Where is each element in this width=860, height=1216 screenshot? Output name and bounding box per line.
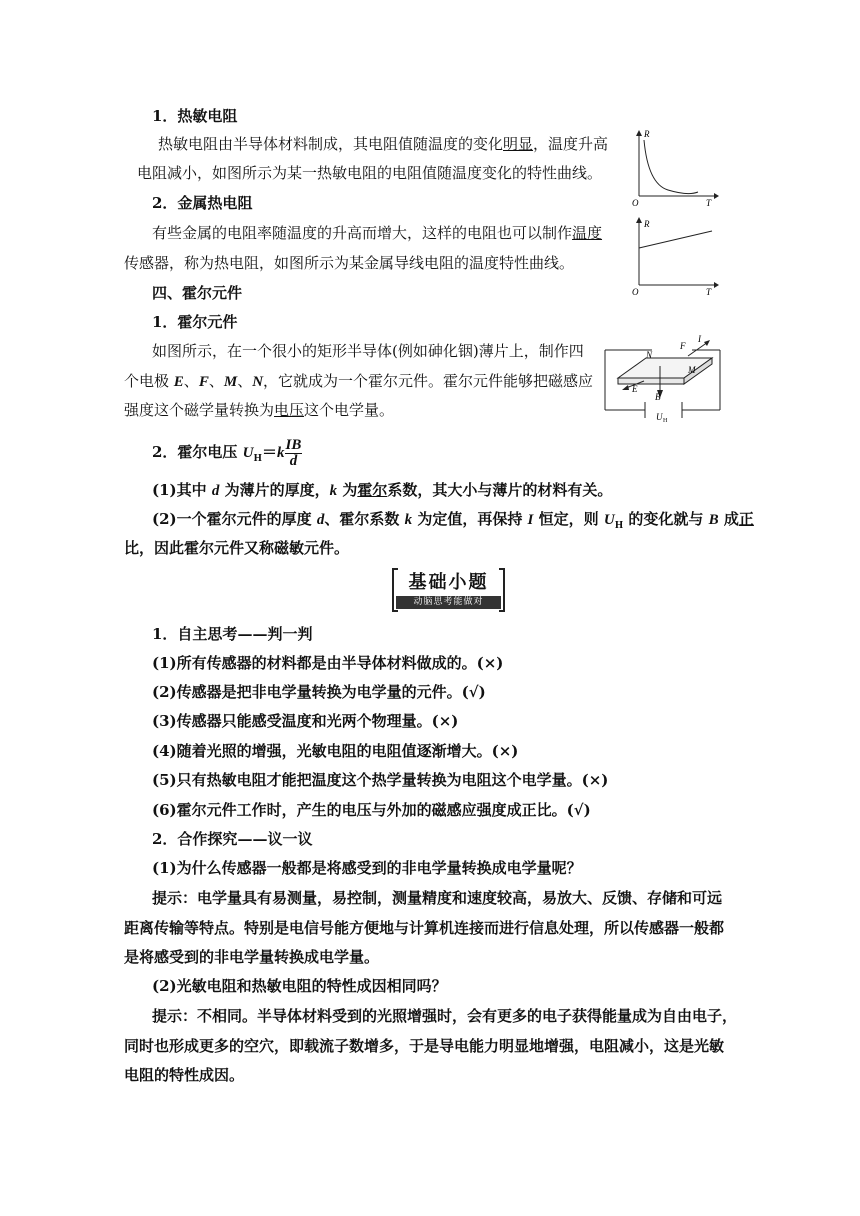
- paragraph-hall-line3: 强度这个磁学量转换为电压这个电学量。: [124, 401, 395, 419]
- hall-label-U: U: [656, 412, 663, 422]
- discussion-answer-2-line1: 提示：不相同。半导体材料受到的光照增强时，会有更多的电子获得能量成为自由电子，: [152, 1007, 738, 1025]
- paragraph-metal-line2: 传感器，称为热电阻，如图所示为某金属导线电阻的温度特性曲线。: [124, 254, 575, 272]
- section-title-hall: 四、霍尔元件: [152, 284, 243, 302]
- paragraph-hall-line2: 个电极 E、F、M、N，它就成为一个霍尔元件。霍尔元件能够把磁感应: [124, 372, 594, 390]
- hall-label-M: M: [688, 365, 696, 375]
- thermistor-y-label: R: [644, 129, 650, 139]
- thermistor-x-label: T: [706, 198, 712, 206]
- judge-item-2: (2)传感器是把非电学量转换为电学量的元件。(√): [152, 683, 486, 701]
- heading-thermistor: 1．热敏电阻: [152, 107, 238, 125]
- hall-label-B: B: [655, 392, 661, 402]
- banner-subtitle: 动脑思考能做对: [396, 596, 501, 609]
- thermistor-curve-figure: [628, 126, 720, 206]
- metal-resistance-figure: [628, 215, 720, 297]
- hall-note-2-line2: 比，因此霍尔元件又称磁敏元件。: [124, 539, 350, 557]
- banner-title: 基础小题: [396, 571, 501, 595]
- discussion-answer-2-line2: 同时也形成更多的空穴，即载流子数增多，于是导电能力明显地增强，电阻减小，这是光敏: [124, 1037, 725, 1055]
- heading-self-check: 1．自主思考——判一判: [152, 625, 313, 643]
- discussion-answer-1-line1: 提示：电学量具有易测量，易控制，测量精度和速度较高，易放大、反馈、存储和可远: [152, 889, 723, 907]
- hall-label-E: E: [632, 384, 638, 394]
- discussion-answer-2-line3: 电阻的特性成因。: [124, 1066, 245, 1084]
- hall-label-H: H: [663, 418, 668, 424]
- hall-element-figure: [600, 328, 726, 424]
- judge-item-6: (6)霍尔元件工作时，产生的电压与外加的磁感应强度成正比。(√): [152, 801, 591, 819]
- section-banner: [392, 568, 505, 612]
- heading-hall-element: 1．霍尔元件: [152, 313, 238, 331]
- hall-note-2-line1: (2)一个霍尔元件的厚度 d、霍尔系数 k 为定值，再保持 I 恒定，则 $U_H$ 的变化就与 B 成正: [152, 510, 754, 531]
- paragraph-metal-line1: 有些金属的电阻率随温度的升高而增大，这样的电阻也可以制作温度: [152, 224, 603, 242]
- judge-item-1: (1)所有传感器的材料都是由半导体材料做成的。(×): [152, 654, 504, 672]
- paragraph-thermistor-line1: 热敏电阻由半导体材料制成，其电阻值随温度的变化明显，温度升高: [158, 135, 609, 153]
- heading-discussion: 2．合作探究——议一议: [152, 830, 313, 848]
- heading-hall-voltage: 2．霍尔电压 $U_H=k$ $\frac{IB}{d}$: [152, 436, 302, 469]
- hall-label-I: I: [698, 334, 701, 344]
- judge-item-5: (5)只有热敏电阻才能把温度这个热学量转换为电阻这个电学量。(×): [152, 771, 609, 789]
- discussion-answer-1-line3: 是将感受到的非电学量转换成电学量。: [124, 948, 380, 966]
- paragraph-thermistor-line2: 电阻减小，如图所示为某一热敏电阻的电阻值随温度变化的特性曲线。: [137, 164, 603, 182]
- hall-label-N: N: [646, 350, 653, 360]
- discussion-question-1: (1)为什么传感器一般都是将感受到的非电学量转换成电学量呢？: [152, 859, 582, 877]
- metal-y-label: R: [644, 219, 650, 229]
- heading-metal-resistor: 2．金属热电阻: [152, 194, 253, 212]
- hall-fraction: $\frac{IB}{d}$: [285, 436, 302, 469]
- thermistor-origin-label: O: [632, 198, 639, 206]
- metal-origin-label: O: [632, 287, 639, 297]
- hall-note-1: (1)其中 d 为薄片的厚度，k 为霍尔系数，其大小与薄片的材料有关。: [152, 481, 613, 499]
- hall-label-F: F: [680, 341, 686, 351]
- metal-x-label: T: [706, 287, 712, 297]
- paragraph-hall-line1: 如图所示，在一个很小的矩形半导体(例如砷化铟)薄片上，制作四: [152, 342, 584, 360]
- discussion-question-2: (2)光敏电阻和热敏电阻的特性成因相同吗？: [152, 977, 447, 995]
- judge-item-4: (4)随着光照的增强，光敏电阻的电阻值逐渐增大。(×): [152, 742, 519, 760]
- discussion-answer-1-line2: 距离传输等特点。特别是电信号能方便地与计算机连接而进行信息处理，所以传感器一般都: [124, 919, 725, 937]
- judge-item-3: (3)传感器只能感受温度和光两个物理量。(×): [152, 712, 459, 730]
